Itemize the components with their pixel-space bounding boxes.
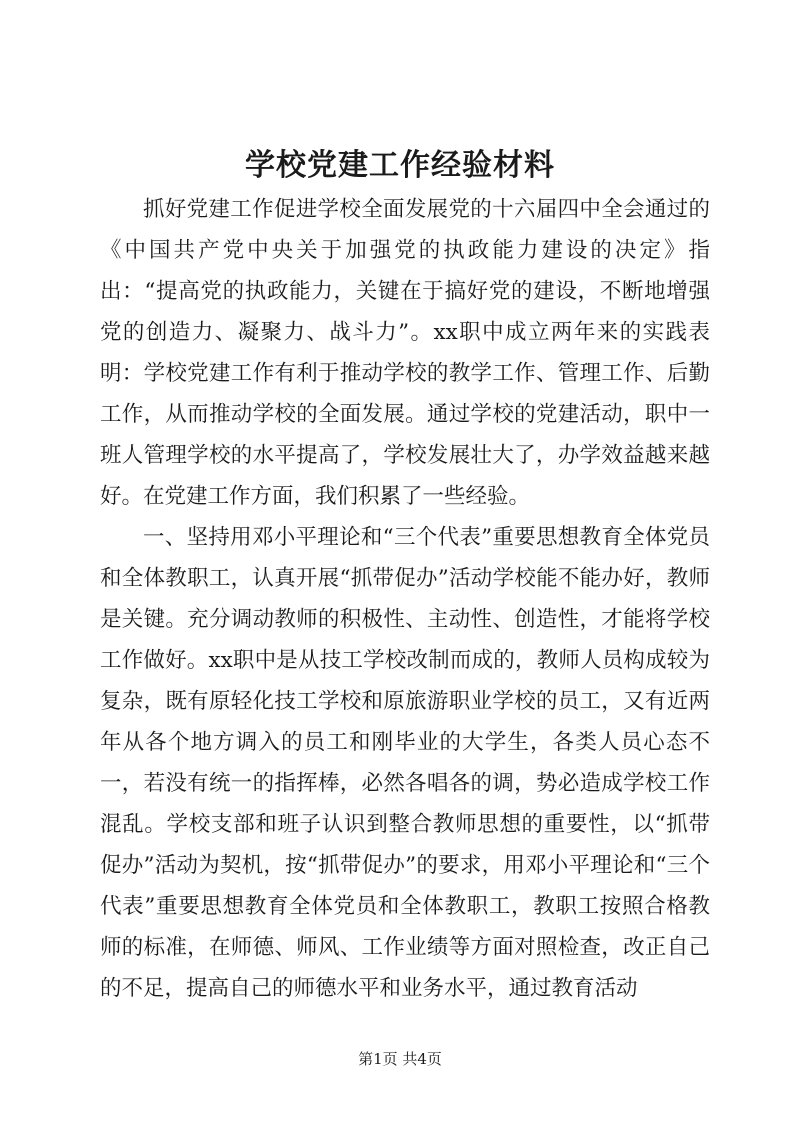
document-body [100, 189, 710, 1009]
page-footer: 第1页 共4页 [358, 1050, 442, 1068]
document-title: 学校党建工作经验材料 [245, 148, 555, 183]
paragraph-section-one: 一、坚持用邓小平理论和“三个代表”重要思想教育全体党员和全体教职工，认真开展“抓带促办”活动学校能不能办好，教师是关键。充分调动教师的积极性、主动性、创造性，才能将学校工作做好。xx职中是从技工学校改制而成的，教师人员构成较为复杂，既有原轻化技工学校和原旅游职业学校的员工，又有近两年从各个地方调入的员工和刚毕业的大学生，各类人员心态不一，若没有统一的指挥棒，必然各唱各的调，势必造成学校工作混乱。学校支部和班子认识到整合教师思想的重要性，以“抓带促办”活动为契机，按“抓带促办”的要求，用邓小平理论和“三个代表”重要思想教育全体党员和全体教职工，教职工按照合格教师的标准，在师德、师风、工作业绩等方面对照检查，改正自己的不足，提高自己的师德水平和业务水平，通过教育活动 [100, 525, 710, 1001]
paragraph-intro: 抓好党建工作促进学校全面发展党的十六届四中全会通过的《中国共产党中央关于加强党的执政能力建设的决定》指出：“提高党的执政能力，关键在于搞好党的建设，不断地增强党的创造力、凝聚力、战斗力”。xx职中成立两年来的实践表明：学校党建工作有利于推动学校的教学工作、管理工作、后勤工作，从而推动学校的全面发展。通过学校的党建活动，职中一班人管理学校的水平提高了，学校发展壮大了，办学效益越来越好。在党建工作方面，我们积累了一些经验。 [100, 197, 710, 509]
